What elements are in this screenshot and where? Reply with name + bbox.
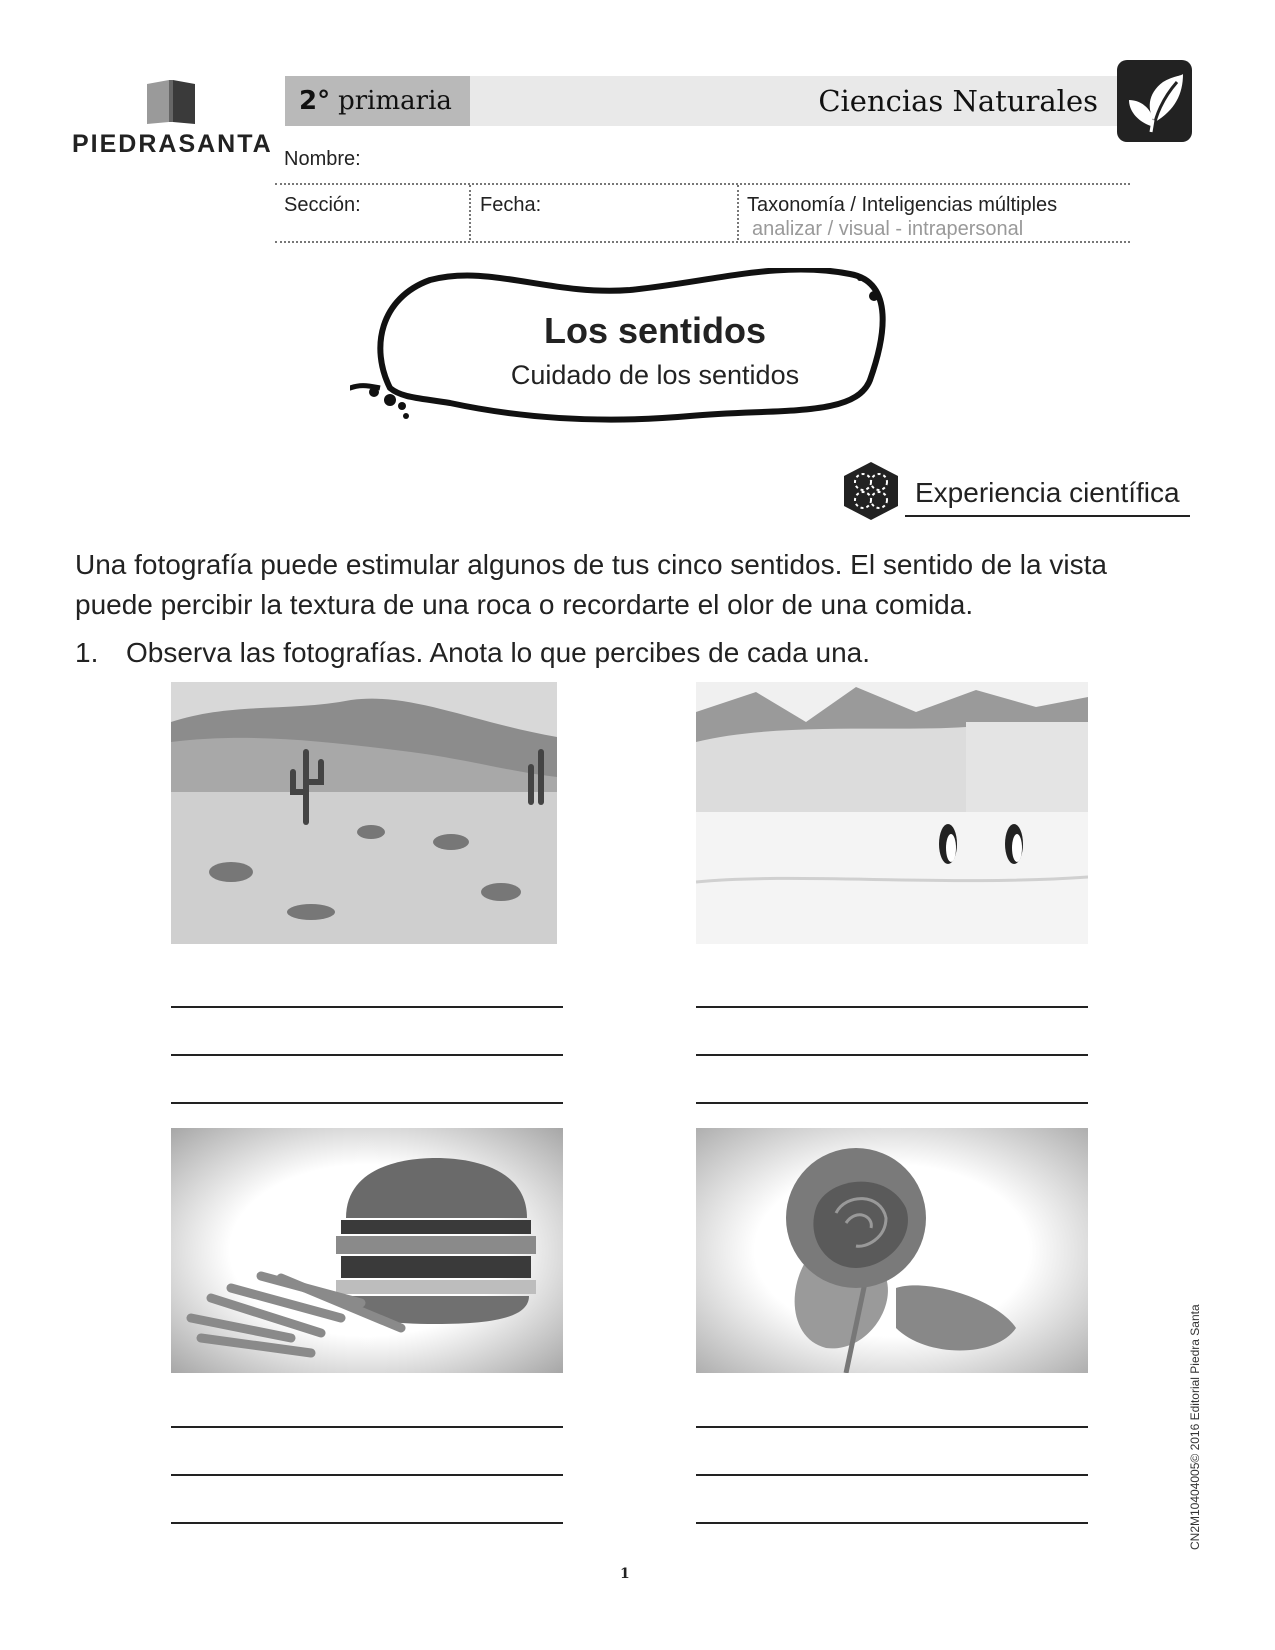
answer-line[interactable] [696,1054,1088,1056]
name-field[interactable]: Nombre: [284,148,361,170]
page-number: 1 [620,1566,630,1582]
answer-line[interactable] [171,1054,563,1056]
taxonomy-values: analizar / visual - intrapersonal [752,218,1024,240]
subject-label: Ciencias Naturales [818,84,1098,118]
page-title: Los sentidos [543,310,767,351]
grade-number: 2° [299,86,331,116]
date-field[interactable]: Fecha: [480,194,542,216]
leaf-icon [1117,60,1192,142]
answer-line[interactable] [696,1474,1088,1476]
answer-line[interactable] [171,1006,563,1008]
intro-paragraph: Una fotografía puede estimular algunos de tus cinco sentidos. El sentido de la vista puede percibir la textura de una roca o recordarte el olor de una comida. [75,549,1107,620]
divider [275,183,1130,185]
rose-photo [696,1128,1088,1373]
question-number: 1. [75,637,99,668]
title-frame [350,268,925,443]
burger-fries-photo [171,1128,563,1373]
answer-line[interactable] [696,1102,1088,1104]
answer-line[interactable] [171,1522,563,1524]
question-text: Observa las fotografías. Anota lo que percibes de cada una. [126,637,871,668]
answer-line[interactable] [696,1006,1088,1008]
divider [275,241,1130,243]
copyright-notice: CN2M1040400​5© 2016 Editorial Piedra Santa [1188,1304,1202,1550]
page-subtitle: Cuidado de los sentidos [510,360,800,390]
answer-line[interactable] [696,1522,1088,1524]
section-tag: Experiencia científica [915,477,1180,508]
publisher-logo-icon [145,78,197,126]
answer-line[interactable] [171,1474,563,1476]
answer-line[interactable] [171,1426,563,1428]
taxonomy-label: Taxonomía / Inteligencias múltiples [747,194,1058,216]
divider [737,185,739,240]
desert-photo [171,682,557,944]
snow-penguins-photo [696,682,1088,944]
answer-line[interactable] [171,1102,563,1104]
subject-title [470,76,1130,126]
grade-level: primaria [338,86,452,116]
divider [469,185,471,240]
science-experience-icon [840,460,902,522]
grade-label [285,76,470,126]
answer-line[interactable] [696,1426,1088,1428]
section-field[interactable]: Sección: [284,194,361,216]
section-underline [905,515,1190,517]
publisher-logo-text: PIEDRASANTA [72,130,273,158]
